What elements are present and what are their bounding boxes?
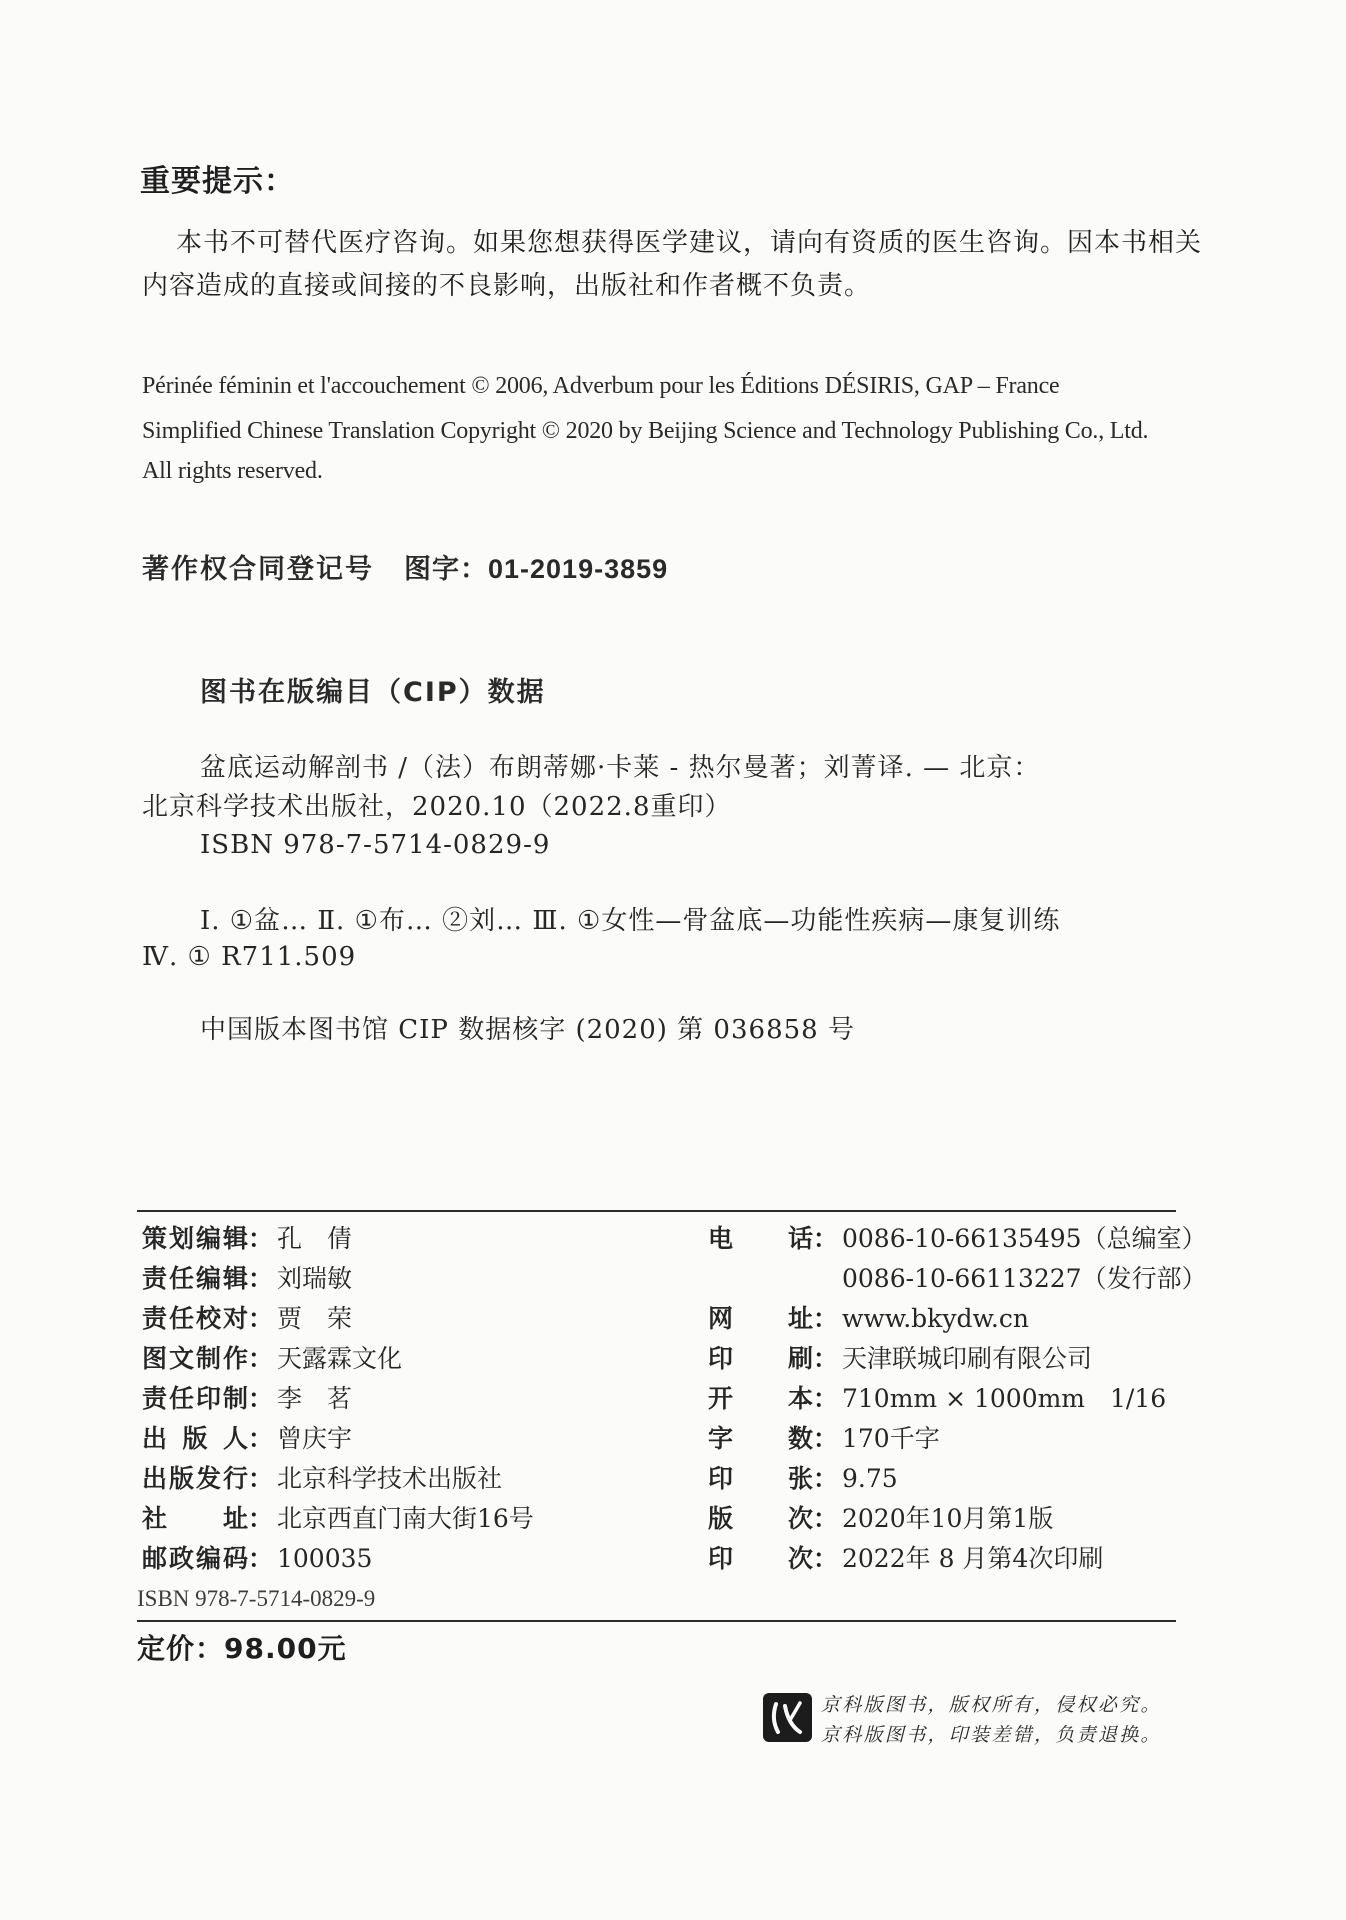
imprint-value: 9.75 [842,1464,898,1493]
imprint-row [142,1539,534,1579]
imprint-label: 网址 [708,1304,813,1333]
imprint-colon: ： [248,1424,274,1453]
imprint-row [708,1379,1207,1419]
imprint-value: 2022年 8 月第4次印刷 [842,1544,1104,1573]
imprint-row [142,1299,534,1339]
copyright-translation-line: Simplified Chinese Translation Copyright © 2020 by Beijing Science and Technology Publishing Co., Ltd. [142,418,1149,444]
imprint-row [142,1419,534,1459]
cip-entry-line: 盆底运动解剖书 /（法）布朗蒂娜·卡莱 - 热尔曼著；刘菁译. — 北京： [200,753,1041,783]
imprint-value: 贾 荣 [277,1304,353,1333]
imprint-colon: ： [248,1384,274,1413]
cip-approval-number: 中国版本图书馆 CIP 数据核字 (2020) 第 036858 号 [200,1015,855,1045]
imprint-value: 100035 [277,1544,373,1573]
imprint-row [708,1259,1207,1299]
price: 定价：98.00元 [137,1632,347,1665]
cip-entry-line: 北京科学技术出版社，2020.10（2022.8重印） [142,792,732,822]
imprint-label: 印张 [708,1464,813,1493]
notice-text-line: 本书不可替代医疗咨询。如果您想获得医学建议，请向有资质的医生咨询。因本书相关 [176,228,1203,258]
cip-heading: 图书在版编目（CIP）数据 [200,677,546,708]
copyright-original-line: Périnée féminin et l'accouchement © 2006, Adverbum pour les Éditions DÉSIRIS, GAP – France [142,373,1060,399]
imprint-label: 责任编辑 [142,1264,248,1293]
imprint-row [708,1339,1207,1379]
imprint-label: 印次 [708,1544,813,1573]
imprint-colon: ： [813,1424,839,1453]
imprint-value: 孔 倩 [277,1224,353,1253]
imprint-row [708,1419,1207,1459]
imprint-label: 字数 [708,1424,813,1453]
imprint-colon: ： [248,1464,274,1493]
imprint-row [142,1219,534,1259]
imprint-value: 天露霖文化 [277,1344,403,1373]
rights-reserved-line: All rights reserved. [142,458,323,484]
imprint-colon: ： [813,1544,839,1573]
imprint-value: 170千字 [842,1424,940,1453]
imprint-row [142,1259,534,1299]
imprint-value: 0086-10-66135495（总编室） [842,1224,1207,1253]
imprint-colon: ： [813,1344,839,1373]
imprint-label: 社址 [142,1504,248,1533]
imprint-value: 刘瑞敏 [277,1264,353,1293]
imprint-row [708,1539,1207,1579]
contract-registration [142,551,668,588]
imprint-label: 印刷 [708,1344,813,1373]
imprint-value: 0086-10-66113227（发行部） [842,1264,1207,1293]
publisher-logo-icon [763,1693,812,1742]
imprint-row [708,1499,1207,1539]
registration-label: 著作权合同登记号 [142,554,374,585]
cip-isbn: ISBN 978-7-5714-0829-9 [200,830,551,860]
imprint-right-column [708,1219,1207,1579]
imprint-value: 2020年10月第1版 [842,1504,1054,1533]
imprint-colon: ： [248,1224,274,1253]
imprint-label: 邮政编码 [142,1544,248,1573]
imprint-value: www.bkydw.cn [842,1304,1029,1333]
imprint-label: 开本 [708,1384,813,1413]
imprint-row [708,1459,1207,1499]
notice-text-line: 内容造成的直接或间接的不良影响，出版社和作者概不负责。 [142,271,872,301]
imprint-colon: ： [248,1344,274,1373]
imprint-label: 责任校对 [142,1304,248,1333]
imprint-colon: ： [248,1264,274,1293]
imprint-label: 出版人 [142,1424,248,1453]
imprint-top-rule [137,1210,1176,1212]
imprint-colon: ： [813,1504,839,1533]
imprint-colon: ： [813,1464,839,1493]
rights-notice-line: 京科版图书，版权所有，侵权必究。 [821,1694,1162,1716]
imprint-colon: ： [813,1224,839,1253]
imprint-label: 电话 [708,1224,813,1253]
imprint-colon: ： [248,1304,274,1333]
imprint-row [142,1339,534,1379]
imprint-value: 北京科学技术出版社 [277,1464,503,1493]
cip-subject-line: Ⅰ. ①盆… Ⅱ. ①布… ②刘… Ⅲ. ①女性—骨盆底—功能性疾病—康复训练 [200,906,1061,936]
imprint-colon: ： [248,1544,274,1573]
registration-number: 图字：01-2019-3859 [404,554,669,584]
imprint-label: 图文制作 [142,1344,248,1373]
imprint-row [142,1499,534,1539]
imprint-label: 版次 [708,1504,813,1533]
imprint-isbn: ISBN 978-7-5714-0829-9 [137,1586,376,1611]
imprint-colon: ： [813,1384,839,1413]
cip-subject-line: Ⅳ. ① R711.509 [142,942,357,972]
imprint-colon: ： [813,1304,839,1333]
imprint-left-column [142,1219,534,1579]
imprint-row [142,1379,534,1419]
imprint-label: 责任印制 [142,1384,248,1413]
replacement-notice-line: 京科版图书，印装差错，负责退换。 [821,1724,1162,1746]
imprint-colon: ： [248,1504,274,1533]
imprint-value: 李 茗 [277,1384,353,1413]
imprint-row [142,1459,534,1499]
imprint-bottom-rule [137,1620,1176,1622]
imprint-value: 710mm × 1000mm 1/16 [842,1384,1167,1413]
notice-heading: 重要提示： [140,164,295,199]
imprint-value: 北京西直门南大街16号 [277,1504,534,1533]
imprint-row [708,1299,1207,1339]
imprint-value: 曾庆宇 [277,1424,353,1453]
imprint-row [708,1219,1207,1259]
imprint-label: 策划编辑 [142,1224,248,1253]
imprint-value: 天津联城印刷有限公司 [842,1344,1093,1373]
imprint-label: 出版发行 [142,1464,248,1493]
